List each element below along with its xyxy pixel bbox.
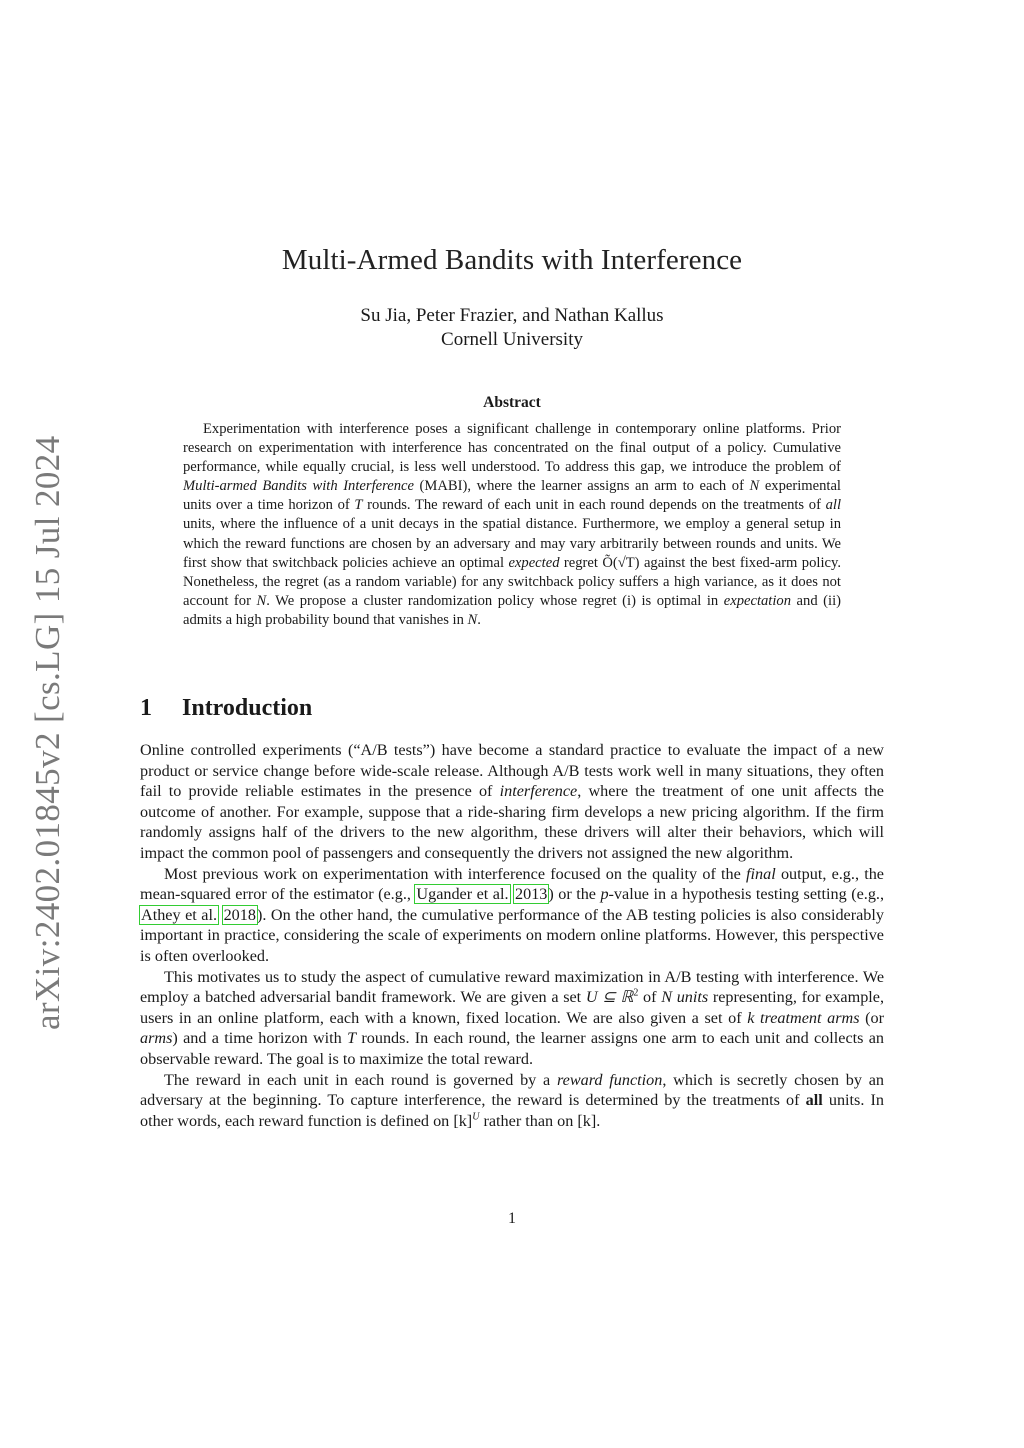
paragraph: This motivates us to study the aspect of cumulative reward maximization in A/B testing with interference. We employ a batched adversarial bandit framework. We are given a set U ⊆ ℝ$^2$ of N units representing, for example, users in an online platform, each with a known, fixed location. We are also given a set of k treatment arms (or arms) and a time horizon with T rounds. In each round, the learner assigns one arm to each unit and collects an observable reward. The goal is to maximize the total reward.: [140, 967, 885, 1068]
citation-link-athey-name[interactable]: Athey et al.: [141, 905, 218, 924]
paragraph: Most previous work on experimentation with interference focused on the quality of the final output, e.g., the mean-squared error of the estimator (e.g., Ugander et al. 2013) or the p-value in a hypothesis testing setting (e.g., Athey et al. 2018). On the other hand, the cumulative performance of the AB testing policies is also considerably important in practice, considering the scale of experiments on modern online platforms. However, this perspective is often overlooked.: [140, 864, 885, 965]
paragraph: Online controlled experiments (“A/B tests”) have become a standard practice to evaluate the impact of a new product or service change before wide-scale release. Although A/B tests work well in many situations, they often fail to provide reliable estimates in the presence of interference, where the treatment of one unit affects the outcome of another. For example, suppose that a ride-sharing firm develops a new pricing algorithm. If the firm randomly assigns half of the drivers to the new algorithm, these drivers will alter their behaviors, which will impact the common pool of passengers and consequently the drivers not assigned the new algorithm.: [140, 741, 884, 862]
paper-title: Multi-Armed Bandits with Interference: [281, 244, 743, 276]
regret-formula: Õ(√T): [602, 554, 640, 571]
author-block: [140, 304, 884, 352]
introduction-body: [140, 740, 884, 1131]
section-number: 1: [140, 695, 152, 721]
page-number: 1: [508, 1210, 516, 1227]
abstract-heading: Abstract: [483, 394, 541, 411]
paragraph: The reward in each unit in each round is governed by a reward function, which is secretly chosen by an adversary at the beginning. To capture interference, the reward is determined by the treatments of all units. In other words, each reward function is defined on $[k]^U$ rather than on [k].: [140, 1070, 885, 1130]
affiliation: Cornell University: [441, 329, 583, 350]
citation-link-ugander-year[interactable]: 2013: [515, 885, 548, 904]
citation-link-athey-year[interactable]: 2018: [223, 905, 256, 924]
abstract-text: Experimentation with interference poses a significant challenge in contemporary online platforms. Prior research on experimentation with interference has concentrated on the final output of a policy. Cumulative performance, while equally crucial, is less well understood. To address this gap, we introduce the problem of Multi-armed Bandits with Interference (MABI), where the learner assigns an arm to each of N experimental units over a time horizon of T rounds. The reward of each unit in each round depends on the treatments of all units, where the influence of a unit decays in the spatial distance. Furthermore, we employ a general setup in which the reward functions are chosen by an adversary and may vary arbitrarily between rounds and units. We first show that switchback policies achieve an optimal expected regret Õ(√T) against the best fixed-arm policy. Nonetheless, the regret (as a random variable) for any switchback policy suffers a high variance, as it does not account for N. We propose a cluster randomization policy whose regret (i) is optimal in expectation and (ii) admits a high probability bound that vanishes in N.: [183, 421, 841, 628]
section-heading-introduction: [140, 695, 312, 722]
citation-link-ugander-name[interactable]: Ugander et al.: [416, 885, 509, 904]
arxiv-identifier[interactable]: arXiv:2402.01845v2 [cs.LG] 15 Jul 2024: [28, 435, 67, 1030]
section-title: Introduction: [182, 695, 313, 721]
author-names: Su Jia, Peter Frazier, and Nathan Kallus: [360, 305, 664, 326]
